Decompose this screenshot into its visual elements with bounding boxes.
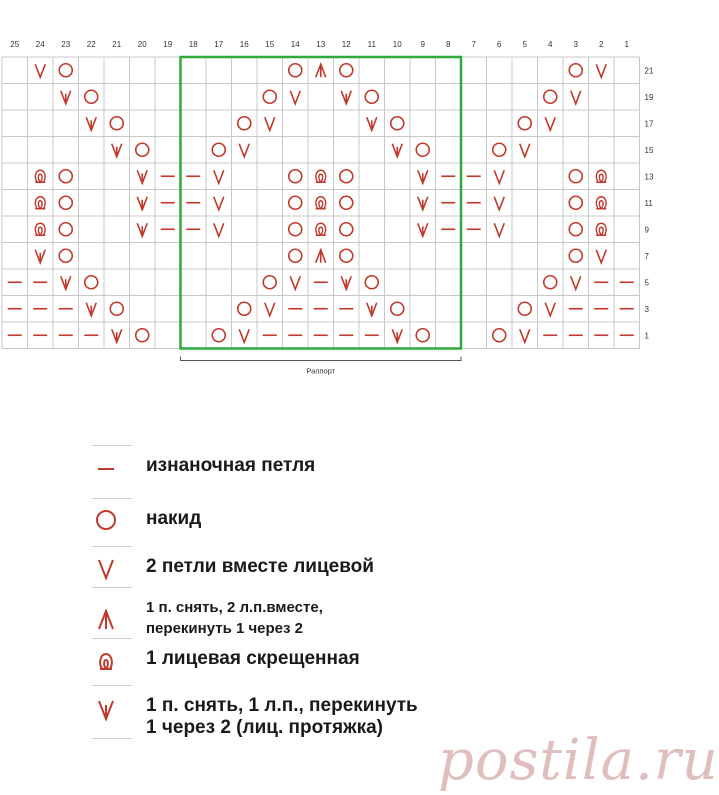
k2tog-v-icon: [214, 197, 224, 210]
yarn-over-circle-icon: [289, 196, 302, 209]
k2tog-v-icon: [520, 144, 530, 157]
k2tog-v-icon: [88, 556, 124, 586]
divider: [92, 546, 132, 547]
legend-label-line: 1 п. снять, 2 л.п.вместе,: [146, 599, 323, 616]
slip-knit-pass-icon: [61, 91, 71, 104]
yarn-over-circle-icon: [289, 64, 302, 77]
divider: [92, 498, 132, 499]
legend-label: [146, 695, 418, 739]
yarn-over-circle-icon: [110, 117, 123, 130]
yarn-over-circle-icon: [544, 90, 557, 103]
slip-knit-pass-icon: [137, 223, 147, 236]
divider: [92, 685, 132, 686]
column-number: 8: [446, 40, 451, 49]
column-number: 2: [599, 40, 604, 49]
yarn-over-circle-icon: [365, 276, 378, 289]
yarn-over-circle-icon: [569, 64, 582, 77]
k2tog-v-icon: [545, 117, 555, 130]
yarn-over-circle-icon: [518, 117, 531, 130]
slip-knit-pass-icon: [61, 276, 71, 289]
yarn-over-circle-icon: [59, 170, 72, 183]
sk2p-arrow-icon: [316, 250, 326, 263]
yarn-over-circle-icon: [212, 329, 225, 342]
column-number: 4: [548, 40, 553, 49]
divider: [92, 587, 132, 588]
slip-knit-pass-icon: [112, 329, 122, 342]
k2tog-v-icon: [596, 64, 606, 77]
repeat-bracket: [181, 357, 462, 361]
column-number: 13: [316, 40, 326, 49]
legend-label-line: 1 через 2 (лиц. протяжка): [146, 717, 383, 738]
column-number: 18: [188, 40, 198, 49]
yarn-over-circle-icon: [59, 196, 72, 209]
column-number: 22: [86, 40, 96, 49]
yarn-over-circle-icon: [569, 196, 582, 209]
yarn-over-circle-icon: [59, 64, 72, 77]
yarn-over-circle-icon: [416, 143, 429, 156]
slip-knit-pass-icon: [86, 303, 96, 316]
yarn-over-circle-icon: [518, 302, 531, 315]
slip-knit-pass-icon: [341, 91, 351, 104]
yarn-over-circle-icon: [136, 329, 149, 342]
ktbl-loop-icon: [35, 197, 45, 209]
column-number: 10: [392, 40, 402, 49]
yarn-over-circle-icon: [289, 170, 302, 183]
yarn-over-circle-icon: [110, 302, 123, 315]
slip-knit-pass-icon: [418, 170, 428, 183]
column-number: 24: [35, 40, 45, 49]
k2tog-v-icon: [265, 303, 275, 316]
row-number: 7: [644, 251, 649, 261]
divider: [92, 445, 132, 446]
ktbl-loop-icon: [316, 197, 326, 209]
yarn-over-circle-icon: [136, 143, 149, 156]
column-number: 19: [163, 40, 173, 49]
k2tog-v-icon: [290, 276, 300, 289]
yarn-over-circle-icon: [569, 170, 582, 183]
k2tog-v-icon: [596, 250, 606, 263]
yarn-over-circle-icon: [340, 223, 353, 236]
row-number: 15: [644, 145, 654, 155]
slip-knit-pass-icon: [392, 144, 402, 157]
yarn-over-circle-icon: [340, 64, 353, 77]
row-number: 5: [644, 278, 649, 288]
row-number: 17: [644, 119, 654, 129]
row-number: 11: [644, 198, 653, 208]
slip-knit-pass-icon: [341, 276, 351, 289]
yarn-over-circle-icon: [85, 90, 98, 103]
slip-knit-pass-icon: [35, 250, 45, 263]
slip-knit-pass-icon: [88, 695, 124, 725]
k2tog-v-icon: [290, 91, 300, 104]
legend-label-line: 1 п. снять, 1 л.п., перекинуть: [146, 695, 418, 716]
k2tog-v-icon: [239, 144, 249, 157]
column-number: 17: [214, 40, 224, 49]
k2tog-v-icon: [214, 170, 224, 183]
legend-label: изнаночная петля: [146, 455, 316, 476]
yarn-over-circle-icon: [289, 223, 302, 236]
yarn-over-circle-icon: [416, 329, 429, 342]
ktbl-loop-icon: [596, 170, 606, 182]
yarn-over-circle-icon: [493, 143, 506, 156]
k2tog-v-icon: [214, 223, 224, 236]
yarn-over-circle-icon: [88, 508, 124, 538]
divider: [92, 738, 132, 739]
yarn-over-circle-icon: [391, 302, 404, 315]
k2tog-v-icon: [265, 117, 275, 130]
column-number: 6: [497, 40, 502, 49]
column-number: 21: [112, 40, 122, 49]
yarn-over-circle-icon: [238, 117, 251, 130]
k2tog-v-icon: [494, 197, 504, 210]
yarn-over-circle-icon: [289, 249, 302, 262]
column-number: 11: [367, 40, 376, 49]
sk2p-arrow-icon: [316, 64, 326, 77]
yarn-over-circle-icon: [365, 90, 378, 103]
legend-label: накид: [146, 508, 202, 529]
k2tog-v-icon: [494, 223, 504, 236]
row-number: 19: [644, 92, 654, 102]
sk2p-arrow-icon: [88, 605, 124, 635]
watermark-logo: postila.ru: [438, 728, 719, 793]
k2tog-v-icon: [520, 329, 530, 342]
column-number: 15: [265, 40, 275, 49]
yarn-over-circle-icon: [263, 90, 276, 103]
yarn-over-circle-icon: [544, 276, 557, 289]
row-number: 21: [644, 66, 654, 76]
yarn-over-circle-icon: [569, 223, 582, 236]
yarn-over-circle-icon: [340, 249, 353, 262]
column-number: 3: [573, 40, 578, 49]
yarn-over-circle-icon: [238, 302, 251, 315]
k2tog-v-icon: [35, 64, 45, 77]
k2tog-v-icon: [545, 303, 555, 316]
column-number: 7: [471, 40, 476, 49]
slip-knit-pass-icon: [392, 329, 402, 342]
yarn-over-circle-icon: [212, 143, 225, 156]
yarn-over-circle-icon: [340, 196, 353, 209]
yarn-over-circle-icon: [85, 276, 98, 289]
repeat-label: Раппорт: [306, 366, 336, 376]
row-number: 3: [644, 304, 649, 314]
ktbl-loop-icon: [35, 170, 45, 182]
ktbl-loop-icon: [35, 223, 45, 235]
slip-knit-pass-icon: [367, 117, 377, 130]
yarn-over-circle-icon: [569, 249, 582, 262]
yarn-over-circle-icon: [263, 276, 276, 289]
legend-label: 2 петли вместе лицевой: [146, 556, 374, 577]
slip-knit-pass-icon: [137, 170, 147, 183]
purl-dash-icon: [88, 455, 124, 485]
knitting-chart: [0, 0, 660, 380]
row-number: 9: [644, 225, 649, 235]
column-number: 9: [420, 40, 425, 49]
k2tog-v-icon: [571, 276, 581, 289]
ktbl-loop-icon: [596, 197, 606, 209]
yarn-over-circle-icon: [391, 117, 404, 130]
ktbl-loop-icon: [596, 223, 606, 235]
column-number: 25: [10, 40, 20, 49]
legend-label: [146, 597, 323, 639]
ktbl-loop-icon: [88, 648, 124, 678]
slip-knit-pass-icon: [418, 197, 428, 210]
yarn-over-circle-icon: [59, 249, 72, 262]
column-number: 5: [522, 40, 527, 49]
yarn-over-circle-icon: [340, 170, 353, 183]
slip-knit-pass-icon: [367, 303, 377, 316]
legend-label-line: перекинуть 1 через 2: [146, 620, 303, 637]
legend-label: 1 лицевая скрещенная: [146, 648, 360, 669]
column-number: 1: [624, 40, 629, 49]
row-number: 13: [644, 172, 654, 182]
k2tog-v-icon: [494, 170, 504, 183]
k2tog-v-icon: [571, 91, 581, 104]
slip-knit-pass-icon: [137, 197, 147, 210]
yarn-over-circle-icon: [493, 329, 506, 342]
column-number: 23: [61, 40, 71, 49]
slip-knit-pass-icon: [418, 223, 428, 236]
yarn-over-circle-icon: [59, 223, 72, 236]
row-number: 1: [644, 331, 649, 341]
slip-knit-pass-icon: [86, 117, 96, 130]
slip-knit-pass-icon: [112, 144, 122, 157]
repeat-box: [181, 57, 462, 349]
k2tog-v-icon: [239, 329, 249, 342]
column-number: 16: [239, 40, 249, 49]
divider: [92, 638, 132, 639]
column-number: 14: [290, 40, 300, 49]
ktbl-loop-icon: [316, 170, 326, 182]
column-number: 12: [341, 40, 351, 49]
column-number: 20: [137, 40, 147, 49]
ktbl-loop-icon: [316, 223, 326, 235]
